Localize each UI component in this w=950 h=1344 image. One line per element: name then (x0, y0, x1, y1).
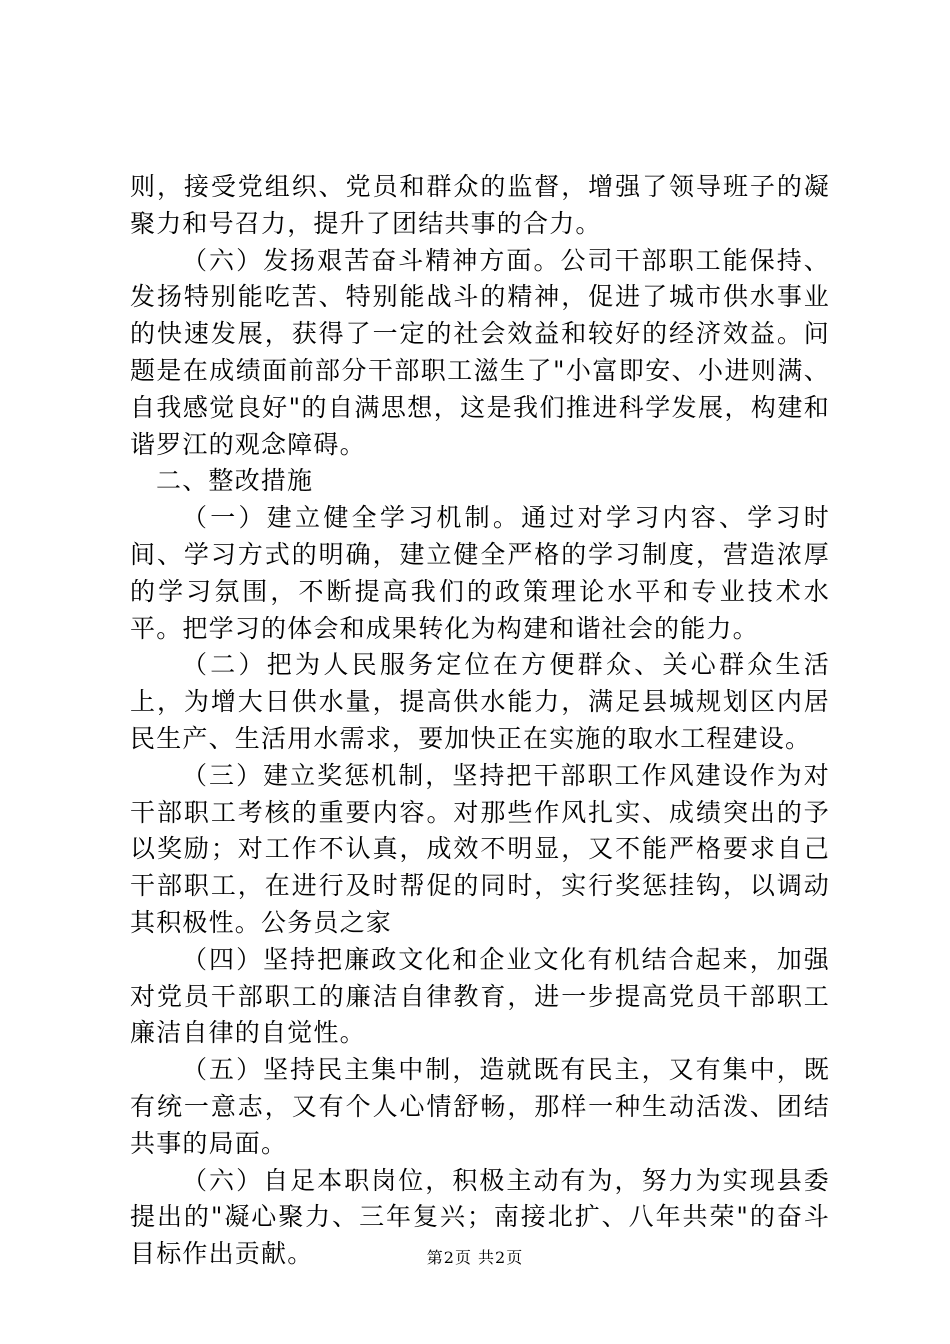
paragraph-measure-4: （四）坚持把廉政文化和企业文化有机结合起来，加强对党员干部职工的廉洁自律教育，进一步提高党员干部职工廉洁自律的自觉性。 (130, 944, 830, 1048)
document-body (130, 169, 830, 1273)
paragraph-measure-1: （一）建立健全学习机制。通过对学习内容、学习时间、学习方式的明确，建立健全严格的学习制度，营造浓厚的学习氛围，不断提高我们的政策理论水平和专业技术水平。把学习的体会和成果转化为构建和谐社会的能力。 (130, 503, 830, 643)
paragraph-continuation: 则，接受党组织、党员和群众的监督，增强了领导班子的凝聚力和号召力，提升了团结共事的合力。 (130, 172, 830, 238)
page-footer: 第2页 共2页 (426, 1248, 524, 1267)
section-heading-rectification: 二、整改措施 (156, 466, 314, 496)
paragraph-hard-work-spirit: （六）发扬艰苦奋斗精神方面。公司干部职工能保持、发扬特别能吃苦、特别能战斗的精神，促进了城市供水事业的快速发展，获得了一定的社会效益和较好的经济效益。问题是在成绩面前部分干部职工滋生了"小富即安、小进则满、自我感觉良好"的自满思想，这是我们推进科学发展，构建和谐罗江的观念障碍。 (130, 245, 830, 459)
paragraph-measure-2: （二）把为人民服务定位在方便群众、关心群众生活上，为增大日供水量，提高供水能力，满足县城规划区内居民生产、生活用水需求，要加快正在实施的取水工程建设。 (130, 650, 830, 753)
paragraph-measure-3: （三）建立奖惩机制，坚持把干部职工作风建设作为对干部职工考核的重要内容。对那些作风扎实、成绩突出的予以奖励；对工作不认真，成效不明显，又不能严格要求自己干部职工，在进行及时帮促的同时，实行奖惩挂钩，以调动其积极性。公务员之家 (130, 760, 830, 937)
paragraph-measure-5: （五）坚持民主集中制，造就既有民主，又有集中，既有统一意志，又有个人心情舒畅，那样一种生动活泼、团结共事的局面。 (130, 1055, 830, 1158)
paragraph-measure-6: （六）自足本职岗位，积极主动有为，努力为实现县委提出的"凝心聚力、三年复兴；南接北扩、八年共荣"的奋斗目标作出贡献。 (130, 1165, 830, 1269)
